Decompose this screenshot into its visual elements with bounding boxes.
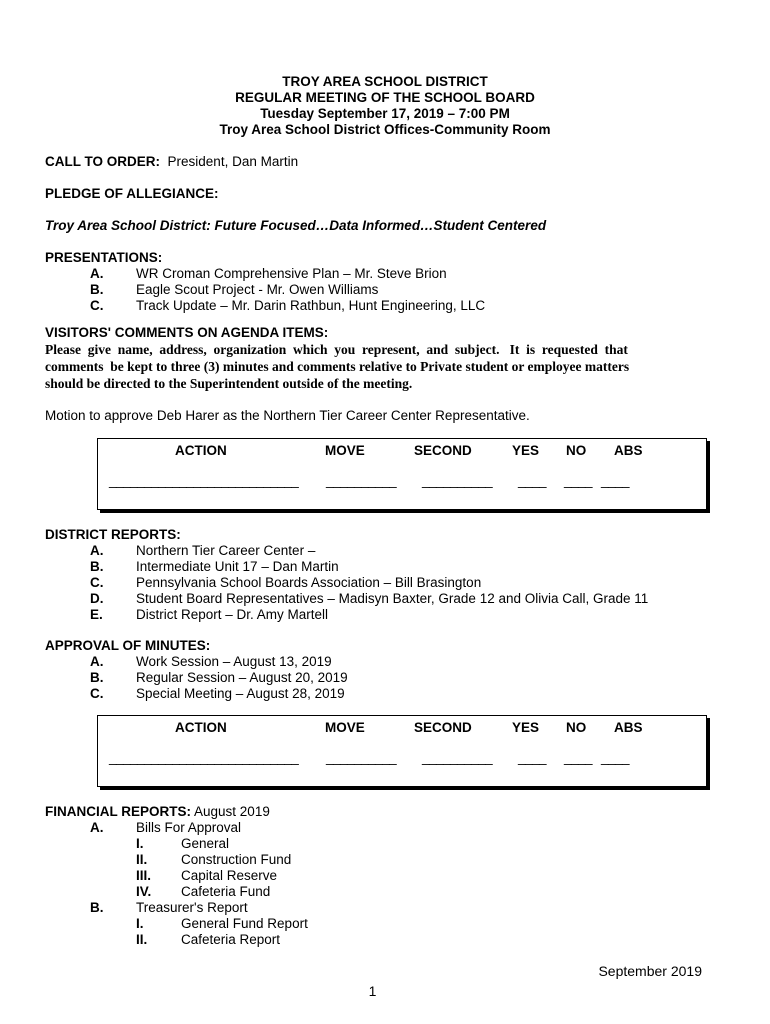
call-to-order-label: CALL TO ORDER: bbox=[45, 154, 161, 169]
minutes-heading: APPROVAL OF MINUTES: bbox=[45, 638, 211, 653]
financial-heading-label: FINANCIAL REPORTS: bbox=[45, 804, 192, 819]
vote-header-no: NO bbox=[566, 720, 587, 735]
sub-item-number: I. bbox=[136, 916, 144, 931]
sub-item-number: II. bbox=[136, 932, 148, 947]
list-item-letter: A. bbox=[90, 820, 104, 835]
list-item: Regular Session – August 20, 2019 bbox=[136, 670, 348, 685]
list-item: WR Croman Comprehensive Plan – Mr. Steve Brion bbox=[136, 266, 447, 281]
footer-date: September 2019 bbox=[598, 963, 702, 979]
vote-header-abs: ABS bbox=[614, 443, 643, 458]
list-item-letter: D. bbox=[90, 591, 104, 606]
vote-header-action: ACTION bbox=[175, 443, 227, 458]
vote-line-no: ____ bbox=[564, 473, 593, 488]
list-item-letter: B. bbox=[90, 559, 104, 574]
visitors-text-line2: comments be kept to three (3) minutes and comments relative to Private student or employee matters bbox=[45, 359, 630, 374]
vote-line-second: __________ bbox=[422, 473, 493, 488]
list-item-letter: C. bbox=[90, 686, 104, 701]
pledge-heading: PLEDGE OF ALLEGIANCE: bbox=[45, 186, 219, 201]
list-item: Work Session – August 13, 2019 bbox=[136, 654, 332, 669]
vote-table bbox=[97, 715, 707, 787]
sub-item: Construction Fund bbox=[181, 852, 292, 867]
financial-heading bbox=[45, 804, 270, 820]
vote-header-abs: ABS bbox=[614, 720, 643, 735]
sub-item: General bbox=[181, 836, 230, 851]
list-item: Treasurer's Report bbox=[136, 900, 248, 915]
vote-header-second: SECOND bbox=[414, 720, 472, 735]
sub-item-number: II. bbox=[136, 852, 148, 867]
vote-header-no: NO bbox=[566, 443, 587, 458]
district-reports-heading: DISTRICT REPORTS: bbox=[45, 527, 181, 542]
presentations-heading: PRESENTATIONS: bbox=[45, 250, 163, 265]
call-to-order bbox=[45, 154, 298, 170]
sub-item-number: I. bbox=[136, 836, 144, 851]
vote-header-yes: YES bbox=[512, 443, 540, 458]
vote-line-move: __________ bbox=[326, 750, 397, 765]
list-item-letter: B. bbox=[90, 282, 104, 297]
list-item: Track Update – Mr. Darin Rathbun, Hunt Engineering, LLC bbox=[136, 298, 486, 313]
sub-item: Cafeteria Report bbox=[181, 932, 281, 947]
motion-text: Motion to approve Deb Harer as the Northern Tier Career Center Representative. bbox=[45, 408, 530, 423]
list-item-letter: A. bbox=[90, 654, 104, 669]
list-item: Bills For Approval bbox=[136, 820, 242, 835]
list-item-letter: A. bbox=[90, 543, 104, 558]
list-item-letter: C. bbox=[90, 575, 104, 590]
vote-line-action: ___________________________ bbox=[109, 750, 299, 765]
vote-line-no: ____ bbox=[564, 750, 593, 765]
list-item: Eagle Scout Project - Mr. Owen Williams bbox=[136, 282, 379, 297]
meeting-title: REGULAR MEETING OF THE SCHOOL BOARD bbox=[235, 90, 535, 105]
sub-item-number: IV. bbox=[136, 884, 152, 899]
sub-item: General Fund Report bbox=[181, 916, 308, 931]
vote-line-second: __________ bbox=[422, 750, 493, 765]
sub-item: Capital Reserve bbox=[181, 868, 278, 883]
vote-header-action: ACTION bbox=[175, 720, 227, 735]
vote-line-yes: ____ bbox=[518, 473, 547, 488]
meeting-location: Troy Area School District Offices-Community Room bbox=[219, 122, 551, 137]
vote-line-abs: ____ bbox=[601, 750, 630, 765]
list-item-letter: B. bbox=[90, 670, 104, 685]
list-item: Student Board Representatives – Madisyn Baxter, Grade 12 and Olivia Call, Grade 11 bbox=[136, 591, 649, 606]
list-item-letter: B. bbox=[90, 900, 104, 915]
list-item: Intermediate Unit 17 – Dan Martin bbox=[136, 559, 339, 574]
vote-line-yes: ____ bbox=[518, 750, 547, 765]
financial-period: August 2019 bbox=[191, 804, 270, 819]
meeting-date: Tuesday September 17, 2019 – 7:00 PM bbox=[260, 106, 510, 121]
vote-header-move: MOVE bbox=[325, 720, 365, 735]
visitors-text-line3: should be directed to the Superintendent outside of the meeting. bbox=[45, 376, 413, 391]
vote-header-move: MOVE bbox=[325, 443, 365, 458]
vote-line-action: ___________________________ bbox=[109, 473, 299, 488]
district-title: TROY AREA SCHOOL DISTRICT bbox=[282, 74, 488, 89]
page-number: 1 bbox=[368, 983, 377, 999]
list-item: District Report – Dr. Amy Martell bbox=[136, 607, 329, 622]
list-item: Pennsylvania School Boards Association – Bill Brasington bbox=[136, 575, 482, 590]
vote-table bbox=[97, 438, 707, 510]
list-item-letter: A. bbox=[90, 266, 104, 281]
visitors-heading: VISITORS' COMMENTS ON AGENDA ITEMS: bbox=[45, 325, 329, 340]
visitors-text-line1: Please give name, address, organization which you represent, and subject. It is requested that bbox=[45, 342, 628, 357]
vote-line-abs: ____ bbox=[601, 473, 630, 488]
list-item-letter: E. bbox=[90, 607, 103, 622]
sub-item-number: III. bbox=[136, 868, 152, 883]
vote-line-move: __________ bbox=[326, 473, 397, 488]
call-to-order-value: President, Dan Martin bbox=[167, 154, 299, 169]
list-item-letter: C. bbox=[90, 298, 104, 313]
sub-item: Cafeteria Fund bbox=[181, 884, 271, 899]
district-motto: Troy Area School District: Future Focused…Data Informed…Student Centered bbox=[45, 218, 547, 233]
vote-header-yes: YES bbox=[512, 720, 540, 735]
list-item: Northern Tier Career Center – bbox=[136, 543, 316, 558]
vote-header-second: SECOND bbox=[414, 443, 472, 458]
list-item: Special Meeting – August 28, 2019 bbox=[136, 686, 345, 701]
